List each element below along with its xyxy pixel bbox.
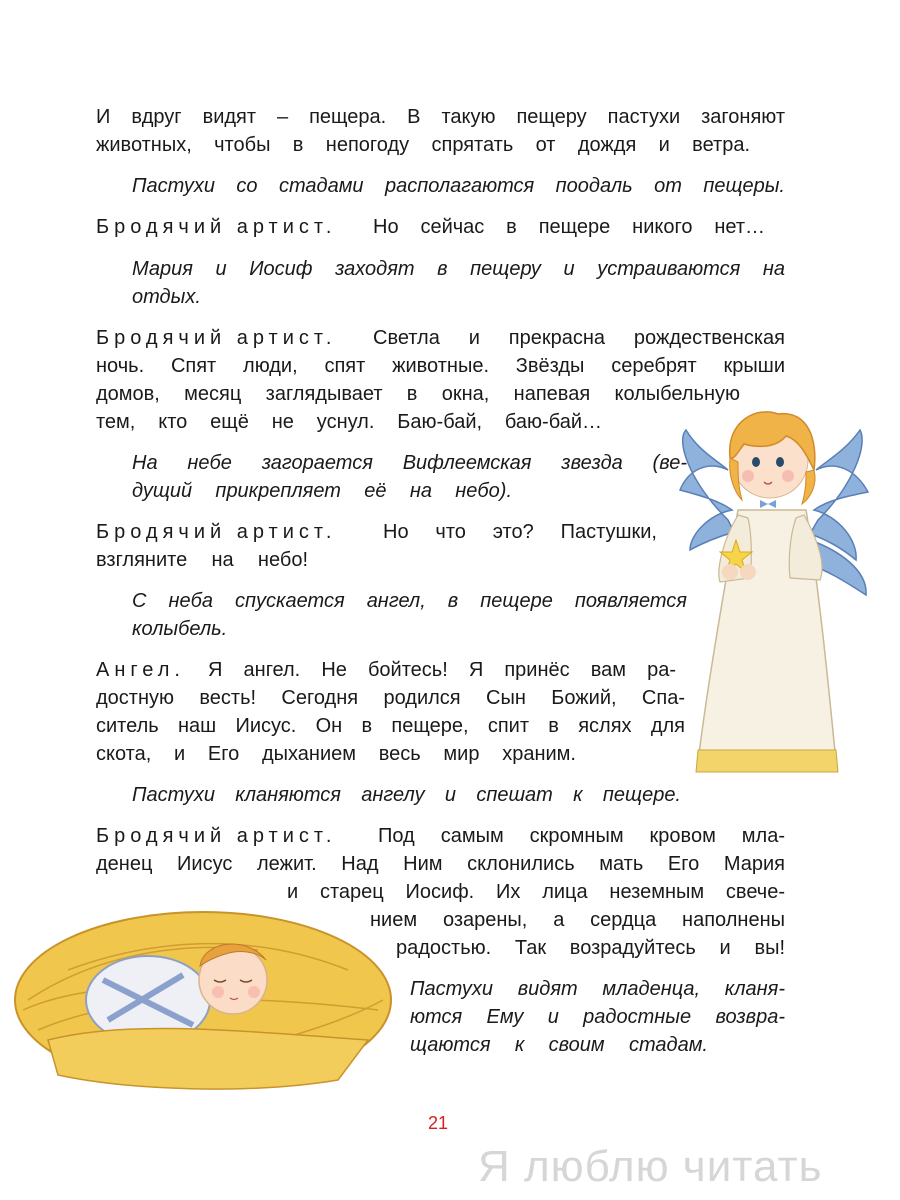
text-line: Но сейчас в пещере никого нет…	[373, 216, 765, 238]
text-line: достную весть! Сегодня родился Сын Божий, Спа-	[96, 687, 685, 709]
text-line: ночь. Спят люди, спят животные. Звёзды серебрят крыши	[96, 355, 785, 377]
stage-direction: ются Ему и радостные возвра-	[410, 1006, 785, 1028]
text-line: Светла и прекрасна рождественская	[373, 327, 785, 349]
text-line: радостью. Так возрадуйтесь и вы!	[396, 937, 785, 959]
stage-direction: Пастухи со стадами располагаются поодаль от пещеры.	[132, 175, 785, 197]
text-line: взгляните на небо!	[96, 549, 308, 571]
stage-direction: щаются к своим стадам.	[410, 1034, 708, 1056]
speaker-name: Бродячий артист.	[96, 521, 337, 543]
text-line: Но что это? Пастушки,	[383, 521, 657, 543]
text-line: ситель наш Иисус. Он в пещере, спит в яслях для	[96, 715, 685, 737]
text-line: Я ангел. Не бойтесь! Я принёс вам ра-	[208, 659, 676, 681]
speaker-name: Бродячий артист.	[96, 825, 337, 847]
text-line: нием озарены, а сердца наполнены	[370, 909, 785, 931]
left-wing	[680, 430, 734, 550]
text-line: денец Иисус лежит. Над Ним склонились мать Его Мария	[96, 853, 785, 875]
speaker-name: Бродячий артист.	[96, 327, 337, 349]
stage-direction: колыбель.	[132, 618, 228, 640]
watermark: Я люблю читать	[478, 1142, 823, 1191]
text-line: животных, чтобы в непогоду спрятать от дождя и ветра.	[96, 134, 750, 156]
text-line: тем, кто ещё не уснул. Баю-бай, баю-бай…	[96, 411, 602, 433]
stage-direction: На небе загорается Вифлеемская звезда (ве-	[132, 452, 687, 474]
angel-illustration	[668, 400, 876, 780]
stage-direction: Пастухи кланяются ангелу и спешат к пещере.	[132, 784, 681, 806]
stage-direction: дущий прикрепляет её на небо).	[132, 480, 512, 502]
text-line: Под самым скромным кровом мла-	[378, 825, 785, 847]
stage-direction: С неба спускается ангел, в пещере появляется	[132, 590, 687, 612]
baby-in-manger-illustration	[8, 880, 398, 1100]
page-number: 21	[428, 1113, 449, 1133]
stage-direction: Пастухи видят младенца, кланя-	[410, 978, 785, 1000]
stage-direction: отдых.	[132, 286, 201, 308]
speaker-name: Ангел.	[96, 659, 185, 681]
text-line: и старец Иосиф. Их лица неземным свече-	[287, 881, 785, 903]
stage-direction: Мария и Иосиф заходят в пещеру и устраиваются на	[132, 258, 785, 280]
text-line: И вдруг видят – пещера. В такую пещеру пастухи загоняют	[96, 106, 785, 128]
text-line: скота, и Его дыханием весь мир храним.	[96, 743, 576, 765]
speaker-name: Бродячий артист.	[96, 216, 337, 238]
text-line: домов, месяц заглядывает в окна, напевая колыбельную	[96, 383, 740, 405]
